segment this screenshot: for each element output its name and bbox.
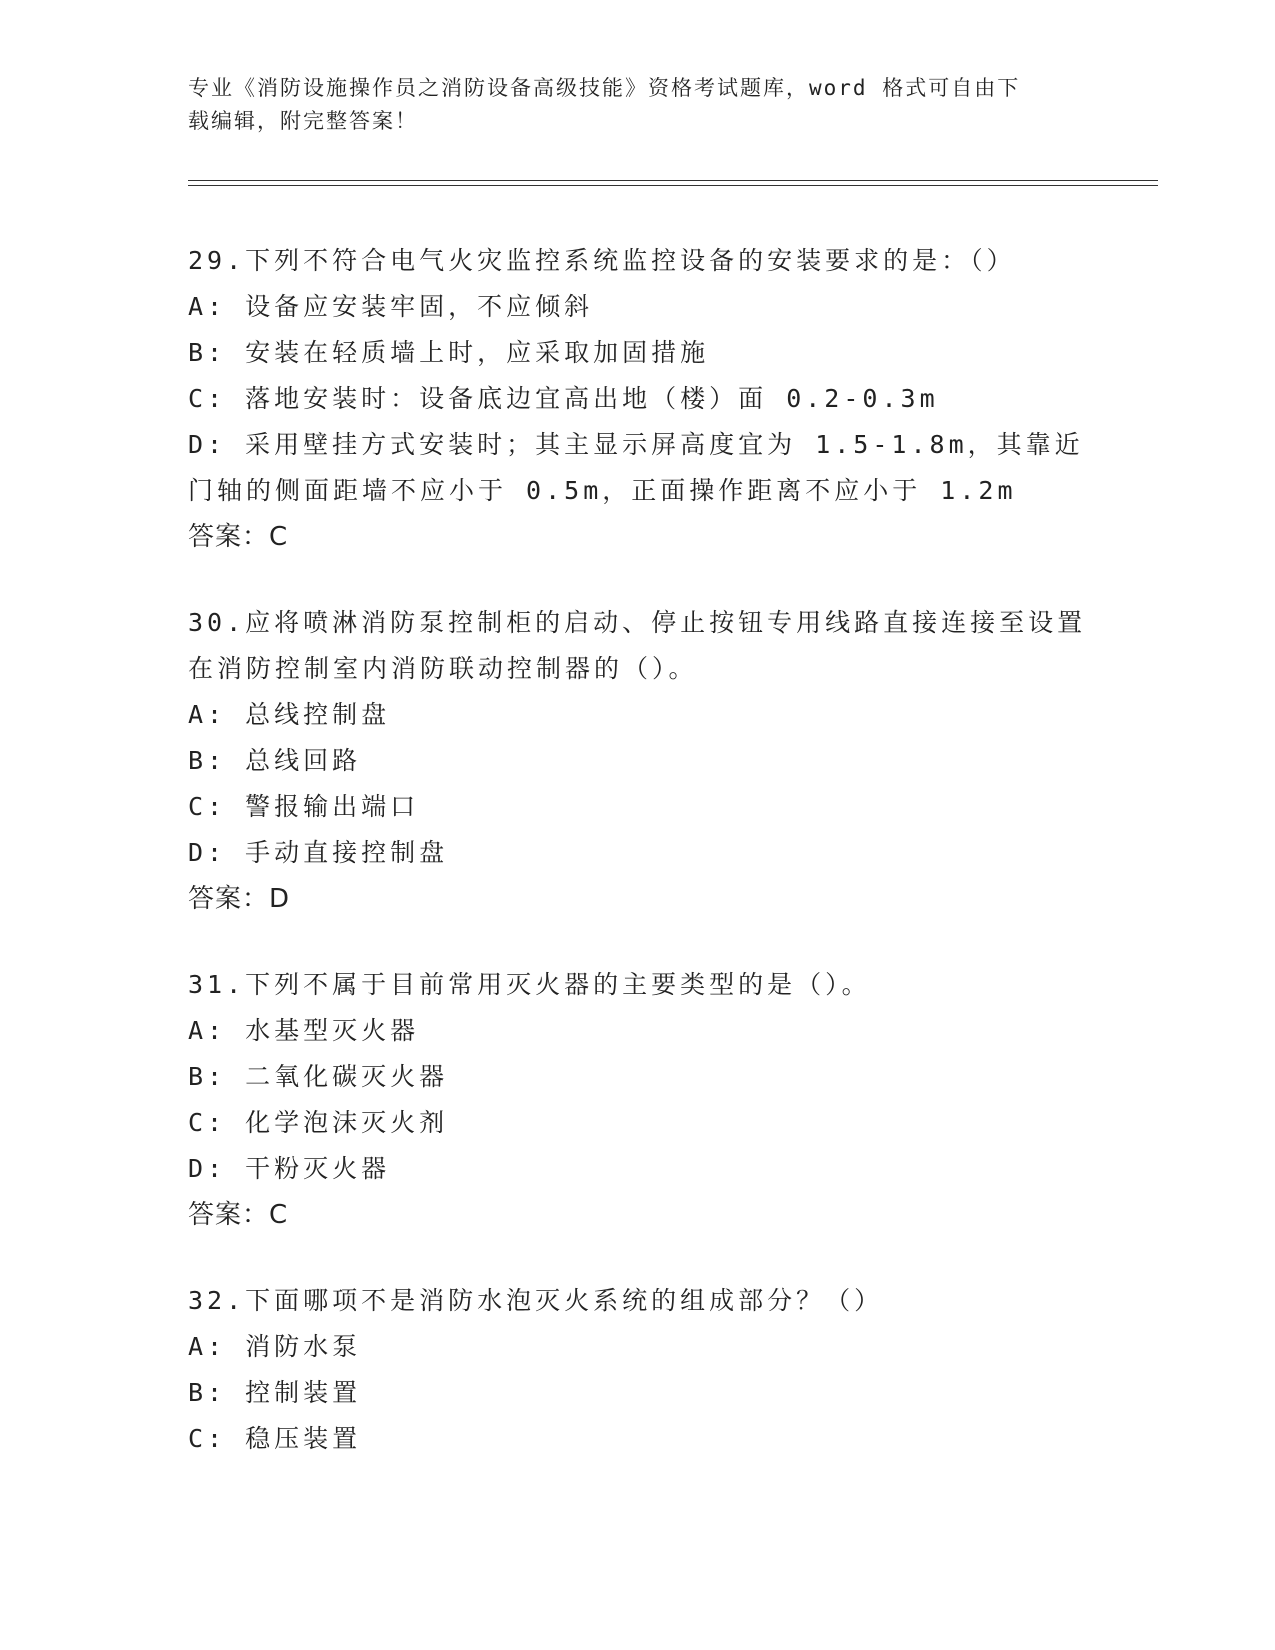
question-31 — [188, 962, 1088, 1238]
header-divider-bottom — [188, 185, 1158, 186]
option-b: B: 安装在轻质墙上时，应采取加固措施 — [188, 338, 710, 367]
option-b: B: 二氧化碳灭火器 — [188, 1062, 449, 1091]
question-32 — [188, 1278, 1088, 1462]
option-c: C: 稳压装置 — [188, 1424, 362, 1453]
header-line-2: 载编辑，附完整答案！ — [188, 109, 418, 133]
question-stem: 29.下列不符合电气火灾监控系统监控设备的安装要求的是：（） — [188, 246, 1016, 275]
question-stem: 32.下面哪项不是消防水泡灭火系统的组成部分？（） — [188, 1286, 884, 1315]
option-a: A: 总线控制盘 — [188, 700, 391, 729]
document-header — [188, 72, 1088, 138]
option-b: B: 控制装置 — [188, 1378, 362, 1407]
question-stem: 31.下列不属于目前常用灭火器的主要类型的是（）。 — [188, 970, 871, 999]
option-c: C: 警报输出端口 — [188, 792, 420, 821]
question-29 — [188, 238, 1088, 560]
option-b: B: 总线回路 — [188, 746, 362, 775]
option-c: C: 化学泡沫灭火剂 — [188, 1108, 449, 1137]
answer: 答案：D — [188, 884, 291, 914]
option-a: A: 消防水泵 — [188, 1332, 362, 1361]
header-divider-top — [188, 180, 1158, 181]
answer: 答案：C — [188, 522, 289, 552]
option-d: D: 手动直接控制盘 — [188, 838, 449, 867]
answer: 答案：C — [188, 1200, 289, 1230]
question-30 — [188, 600, 1088, 922]
question-list — [188, 238, 1088, 1502]
option-a: A: 设备应安装牢固，不应倾斜 — [188, 292, 594, 321]
option-c: C: 落地安装时：设备底边宜高出地（楼）面 0.2-0.3m — [188, 384, 939, 413]
question-stem: 30.应将喷淋消防泵控制柜的启动、停止按钮专用线路直接连接至设置在消防控制室内消防联动控制器的（）。 — [188, 608, 1087, 683]
header-line-1: 专业《消防设施操作员之消防设备高级技能》资格考试题库，word 格式可自由下 — [188, 76, 1021, 100]
option-d: D: 采用壁挂方式安装时；其主显示屏高度宜为 1.5-1.8m，其靠近门轴的侧面距墙不应小于 0.5m，正面操作距离不应小于 1.2m — [188, 430, 1084, 505]
option-a: A: 水基型灭火器 — [188, 1016, 420, 1045]
option-d: D: 干粉灭火器 — [188, 1154, 391, 1183]
